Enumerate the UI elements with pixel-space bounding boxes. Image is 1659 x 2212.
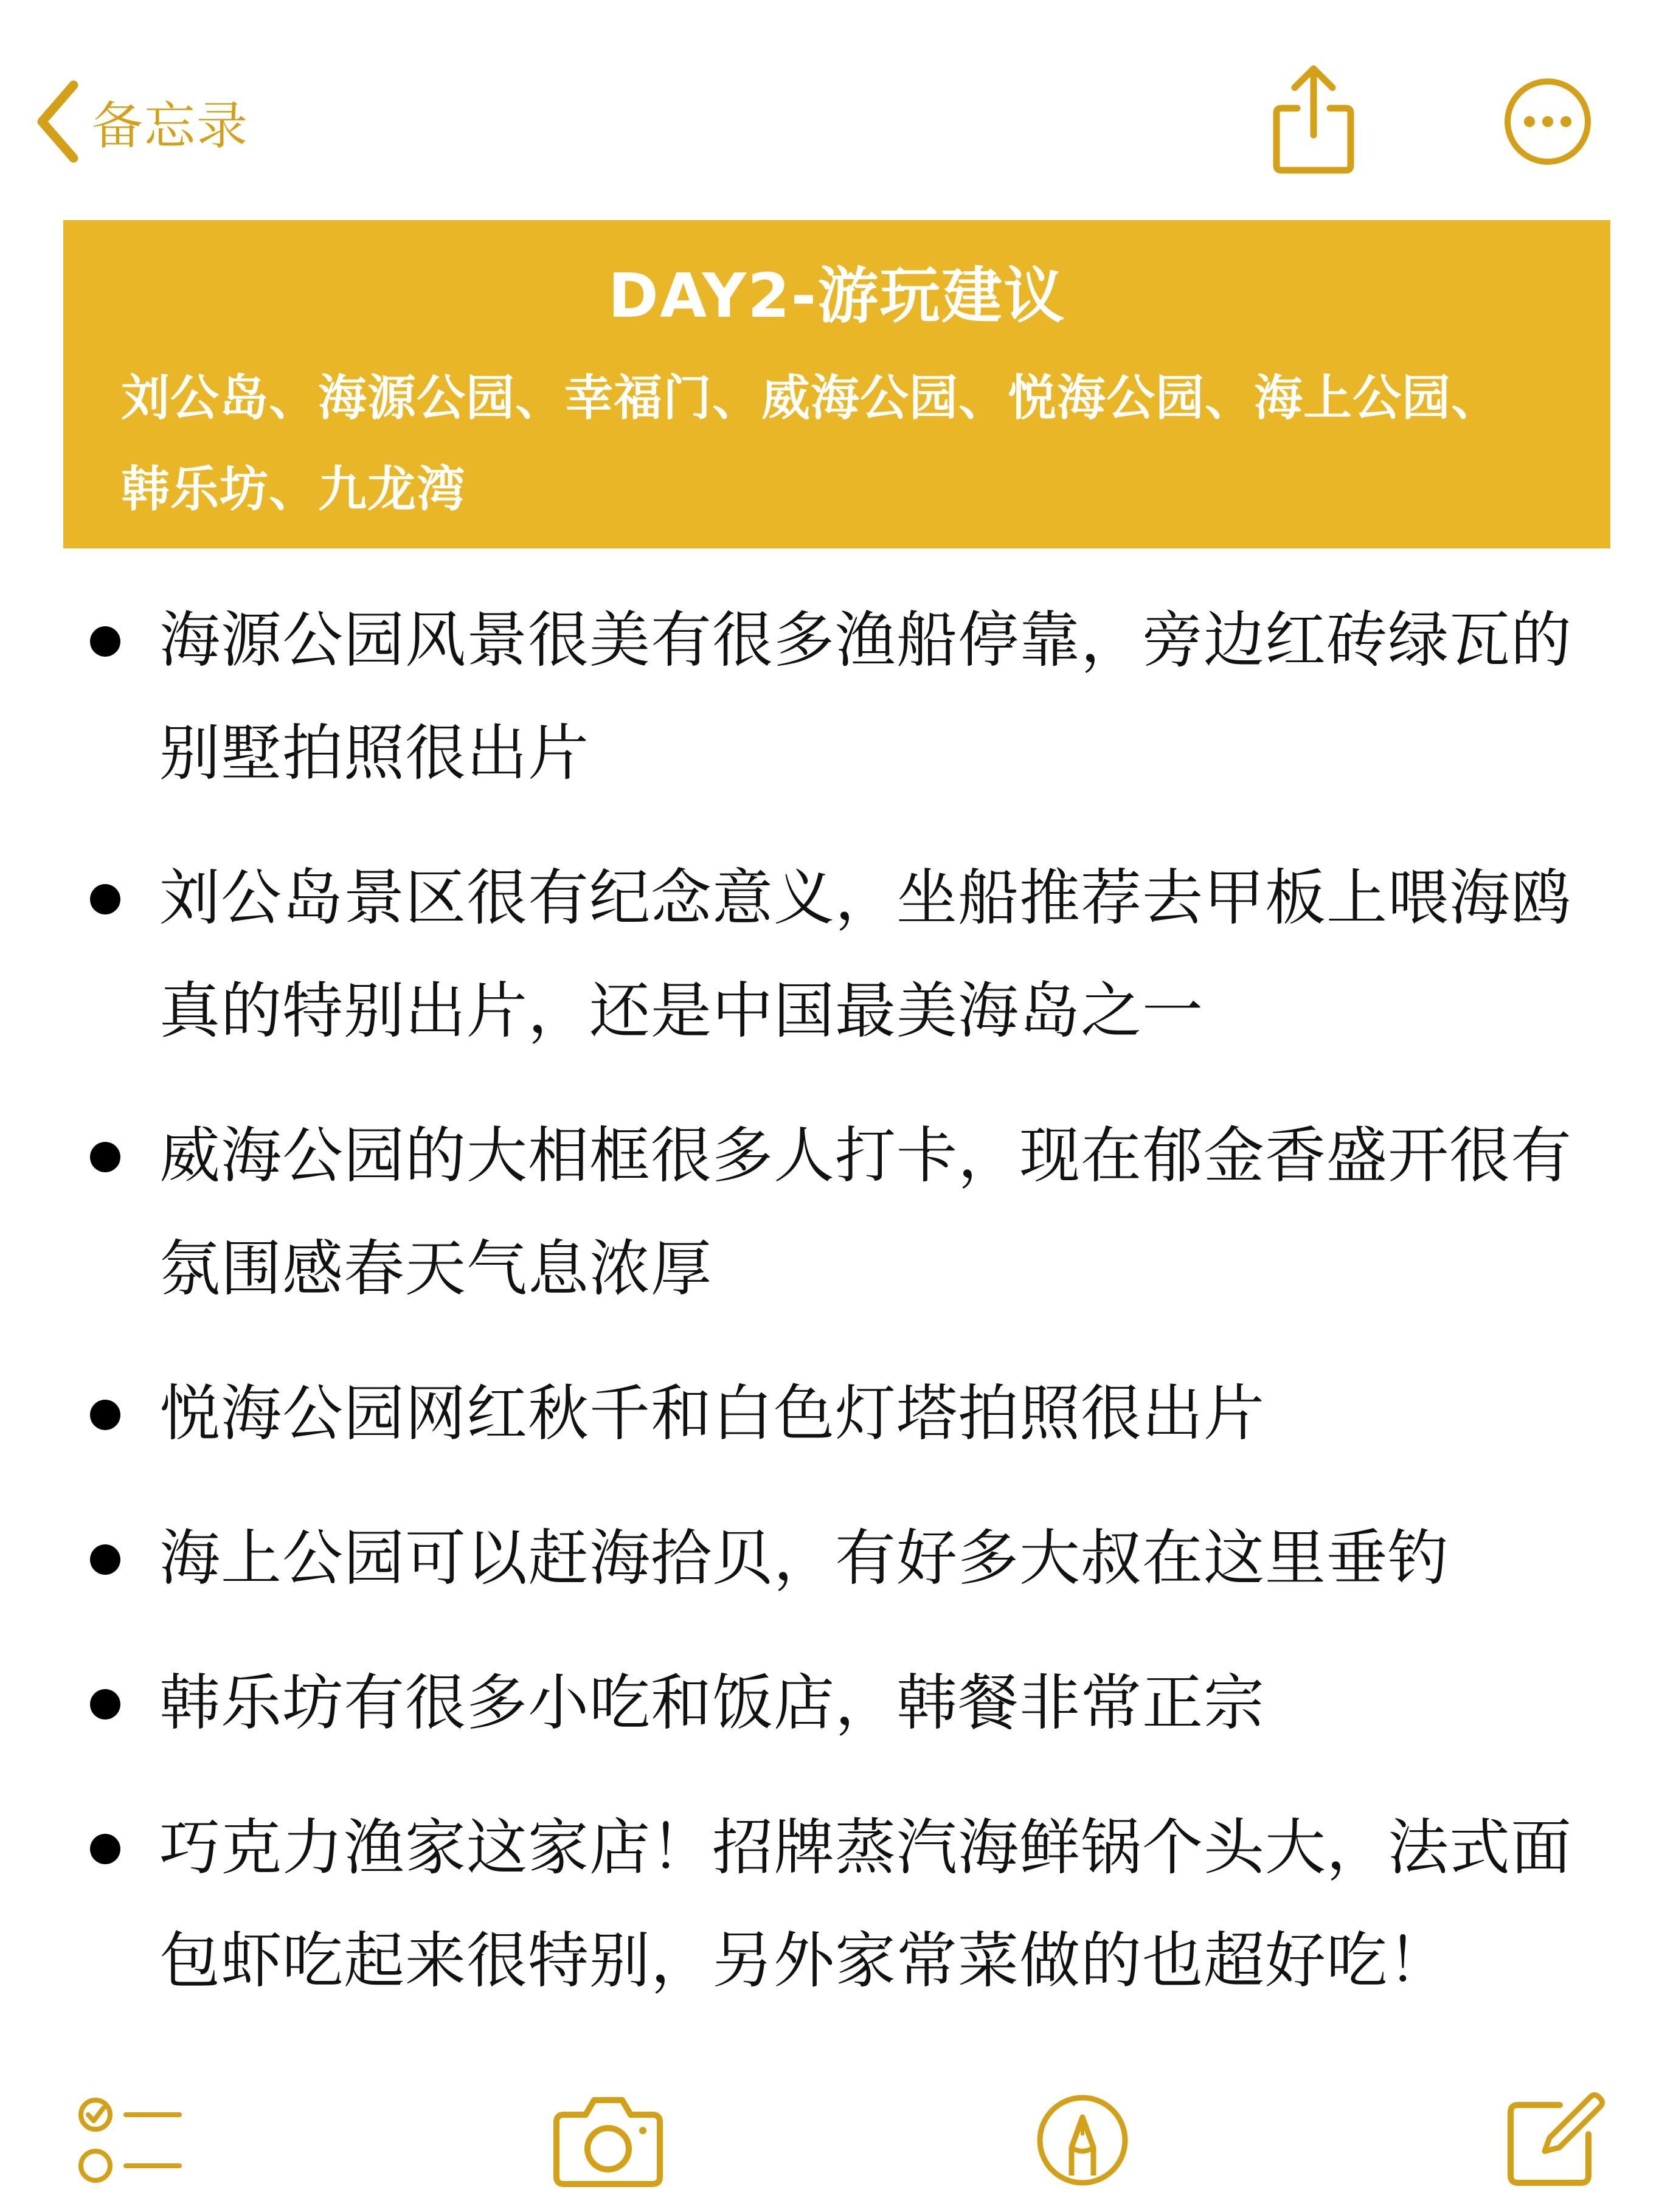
markup-button[interactable] bbox=[1034, 2092, 1131, 2189]
chevron-left-icon bbox=[33, 79, 81, 164]
compose-icon bbox=[1502, 2092, 1605, 2189]
tip-text: 巧克力渔家这家店！招牌蒸汽海鲜锅个头大，法式面包虾吃起来很特别，另外家常菜做的也超好吃！ bbox=[159, 1812, 1572, 1996]
places-list bbox=[121, 353, 1553, 535]
tip-text: 悦海公园网红秋千和白色灯塔拍照很出片 bbox=[159, 1378, 1265, 1449]
tip-text: 刘公岛景区很有纪念意义，坐船推荐去甲板上喂海鸥真的特别出片，还是中国最美海岛之一 bbox=[159, 862, 1572, 1046]
markup-pen-icon bbox=[1034, 2092, 1131, 2189]
tip-text: 海上公园可以赶海拾贝，有好多大叔在这里垂钓 bbox=[159, 1522, 1449, 1594]
bottom-toolbar bbox=[0, 2067, 1659, 2212]
more-icon bbox=[1502, 158, 1593, 170]
camera-button[interactable] bbox=[550, 2092, 666, 2189]
list-item[interactable] bbox=[0, 1791, 1659, 2017]
list-item[interactable] bbox=[0, 1502, 1659, 1615]
tip-text: 韩乐坊有很多小吃和饭店，韩餐非常正宗 bbox=[159, 1667, 1265, 1738]
title-banner bbox=[63, 220, 1610, 548]
bullet-icon bbox=[90, 1834, 120, 1864]
checklist-icon bbox=[76, 2092, 185, 2189]
tip-text: 威海公园的大相框很多人打卡，现在郁金香盛开很有氛围感春天气息浓厚 bbox=[159, 1120, 1572, 1304]
tip-text: 海源公园风景很美有很多渔船停靠，旁边红砖绿瓦的别墅拍照很出片 bbox=[159, 604, 1572, 789]
list-item[interactable] bbox=[0, 1357, 1659, 1470]
bullet-icon bbox=[90, 626, 120, 657]
back-button[interactable] bbox=[33, 76, 249, 167]
share-icon bbox=[1268, 167, 1359, 179]
note-title: DAY2-游玩建议 bbox=[608, 260, 1066, 331]
checklist-button[interactable] bbox=[76, 2092, 185, 2189]
share-button[interactable] bbox=[1268, 61, 1359, 176]
bullet-icon bbox=[90, 1142, 120, 1172]
back-label: 备忘录 bbox=[92, 95, 249, 156]
list-item[interactable] bbox=[0, 1647, 1659, 1760]
list-item[interactable] bbox=[0, 842, 1659, 1068]
tips-list bbox=[0, 584, 1659, 2049]
more-button[interactable] bbox=[1502, 76, 1593, 167]
bullet-icon bbox=[90, 1689, 120, 1719]
camera-icon bbox=[550, 2092, 666, 2189]
navigation-bar bbox=[0, 0, 1659, 219]
bullet-icon bbox=[90, 884, 120, 914]
bullet-icon bbox=[90, 1544, 120, 1575]
list-item[interactable] bbox=[0, 584, 1659, 810]
places-line-2: 韩乐坊、九龙湾 bbox=[121, 461, 466, 517]
places-line-1: 刘公岛、海源公园、幸福门、威海公园、悦海公园、海上公园、 bbox=[121, 370, 1500, 426]
list-item[interactable] bbox=[0, 1099, 1659, 1325]
compose-button[interactable] bbox=[1502, 2092, 1605, 2189]
bullet-icon bbox=[90, 1400, 120, 1430]
